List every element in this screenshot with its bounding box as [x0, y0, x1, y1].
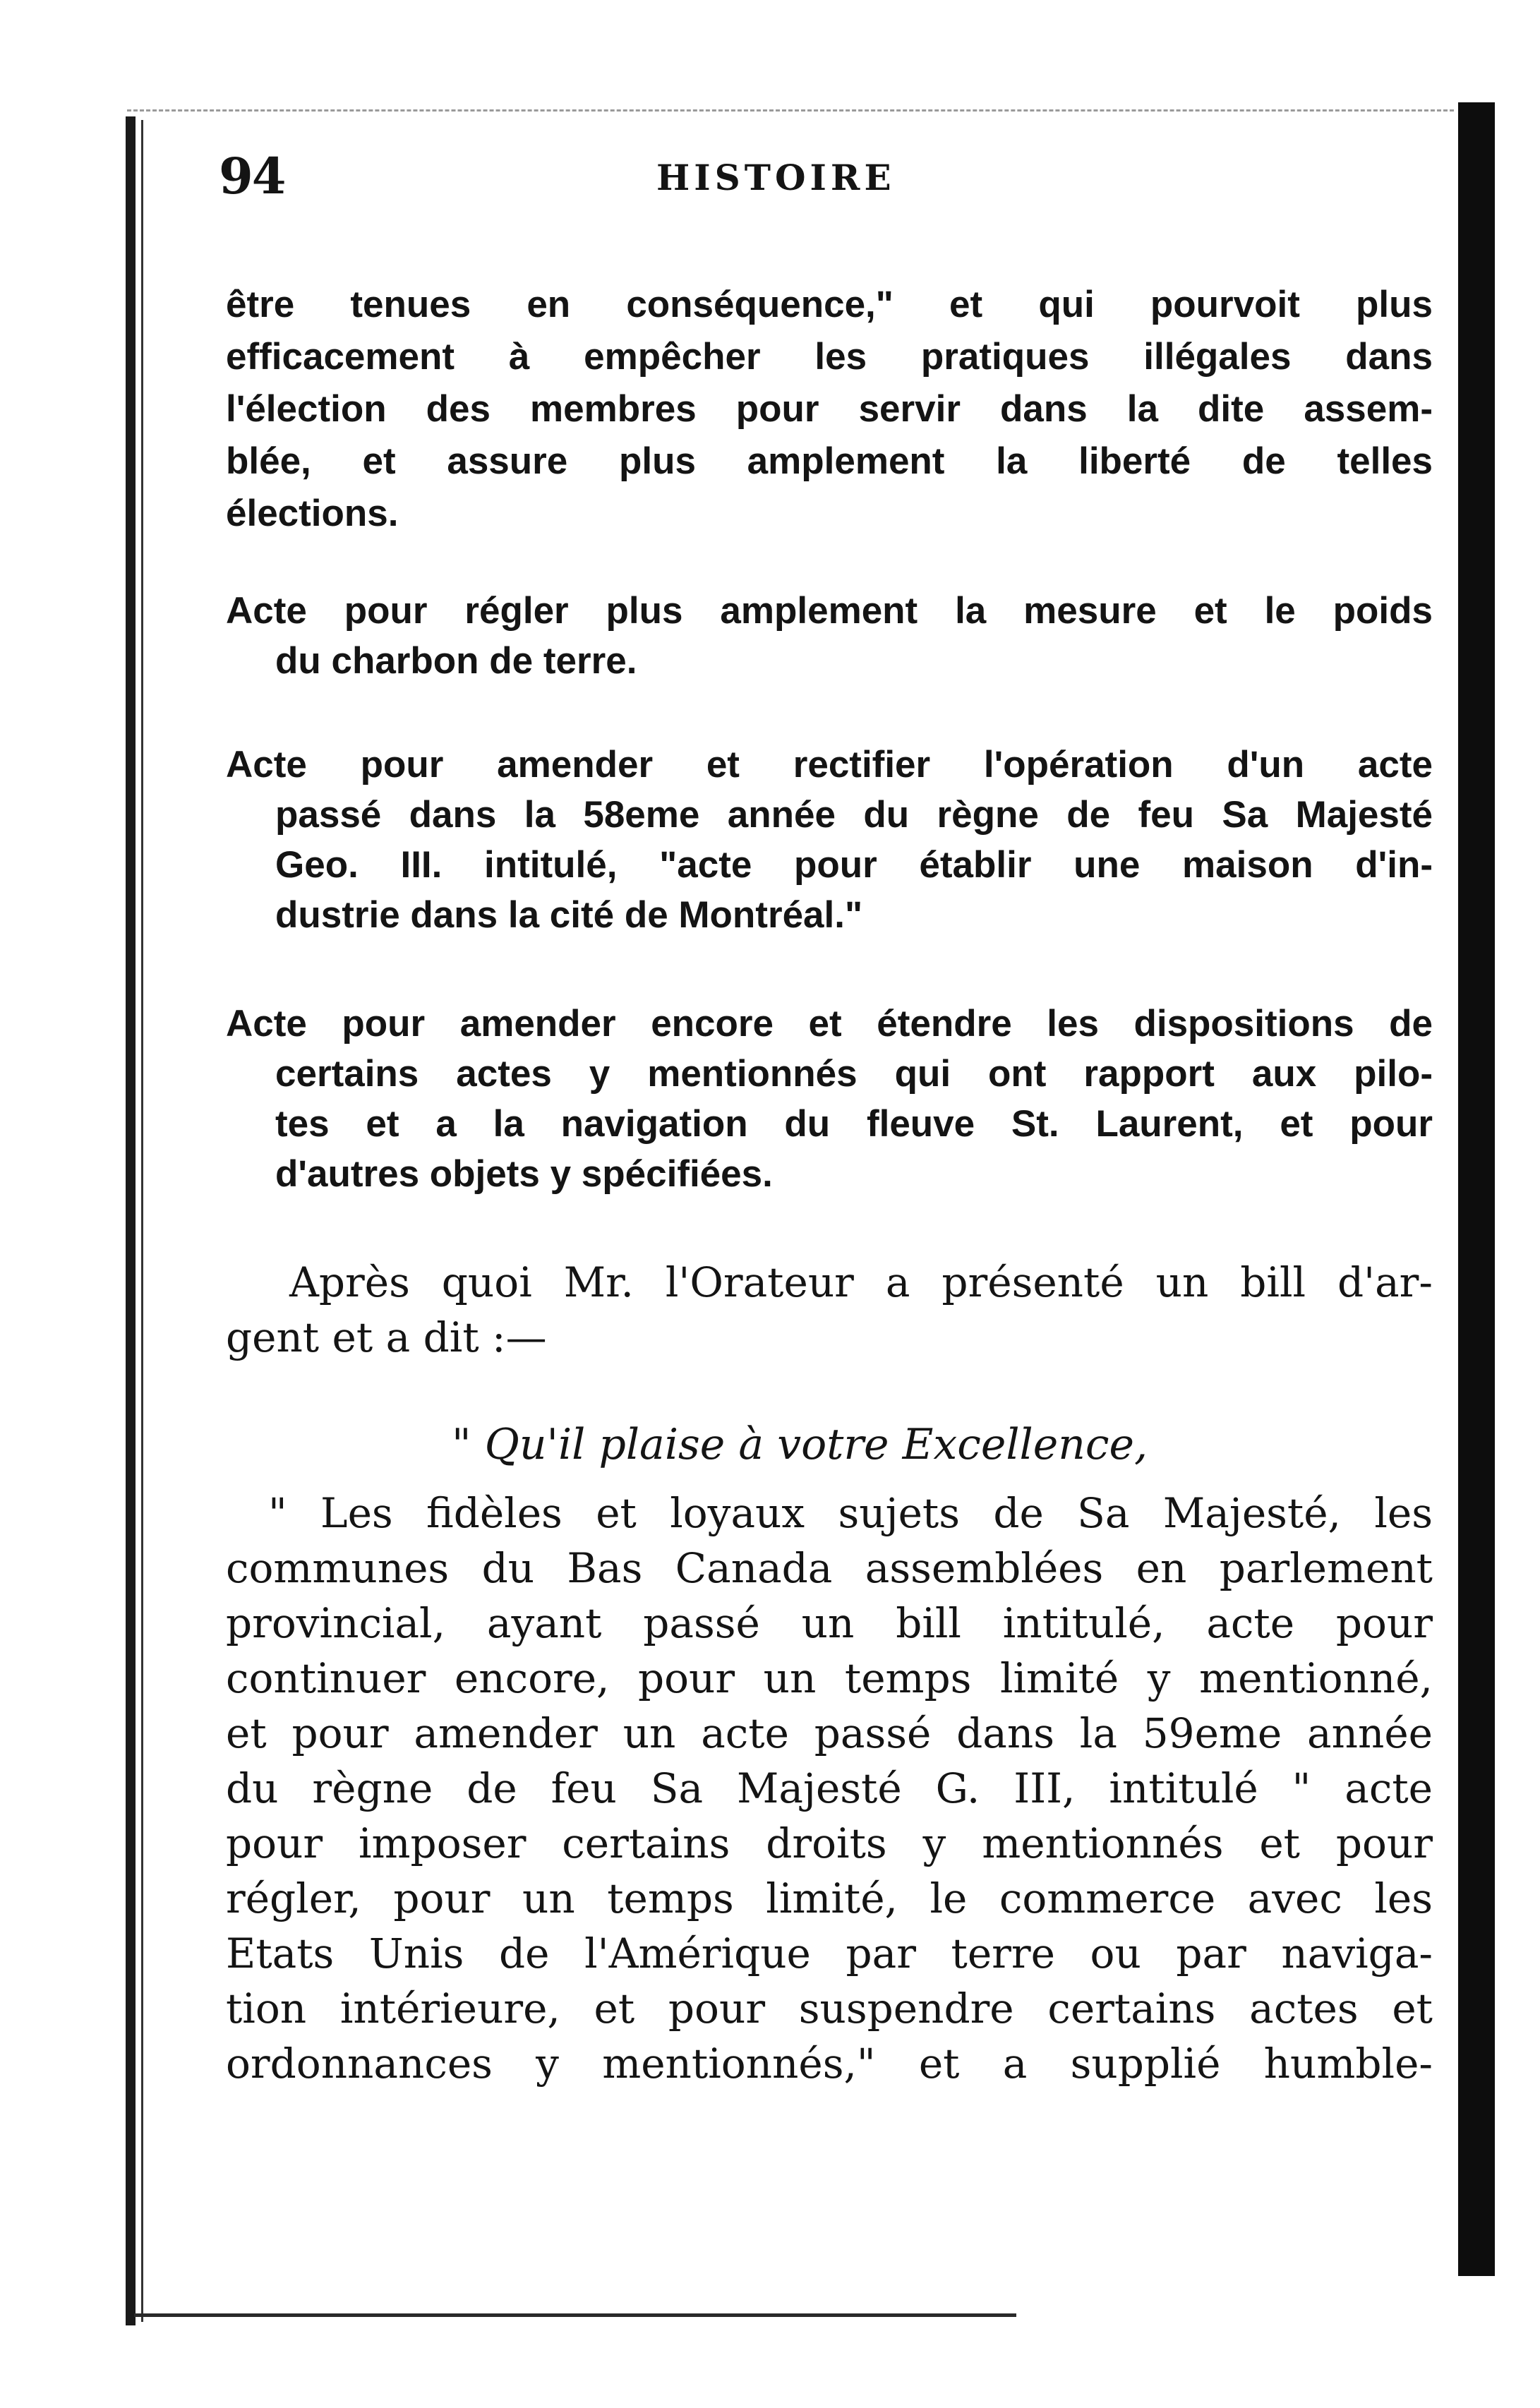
text-line: dustrie dans la cité de Montréal."	[275, 894, 863, 936]
right-border	[1458, 102, 1495, 2276]
text-line: régler, pour un temps limité, le commerce avec les	[226, 1874, 1433, 1922]
continuation-paragraph	[226, 279, 1433, 540]
text-line: pour imposer certains droits y mentionnés et pour	[226, 1819, 1433, 1867]
text-line: l'élection des membres pour servir dans la dite assem-	[226, 388, 1433, 430]
petition-paragraph	[226, 1486, 1433, 2091]
bottom-border	[134, 2313, 1016, 2317]
text-line: communes du Bas Canada assemblées en parlement	[226, 1544, 1433, 1592]
text-line: Acte pour amender encore et étendre les dispositions de	[226, 1003, 1433, 1045]
text-line: certains actes y mentionnés qui ont rapport aux pilo-	[275, 1053, 1433, 1095]
orateur-paragraph	[226, 1255, 1433, 1365]
text-line: du charbon de terre.	[275, 640, 637, 682]
text-line: " Les fidèles et loyaux sujets de Sa Majesté, les	[268, 1489, 1433, 1537]
text-line: Après quoi Mr. l'Orateur a présenté un bill d'ar-	[289, 1258, 1433, 1306]
act-entry-charbon	[226, 586, 1433, 686]
text-line: ordonnances y mentionnés," et a supplié humble-	[226, 2040, 1433, 2088]
act-entry-montreal	[226, 740, 1433, 940]
address-salutation: " Qu'il plaise à votre Excellence,	[452, 1420, 1148, 1469]
text-line: Acte pour régler plus amplement la mesure et le poids	[226, 590, 1433, 632]
top-border	[127, 109, 1454, 113]
text-line: blée, et assure plus amplement la liberté de telles	[226, 440, 1433, 482]
text-line: d'autres objets y spécifiées.	[275, 1153, 773, 1195]
left-border	[126, 116, 136, 2325]
text-line: élections.	[226, 493, 399, 534]
text-line: efficacement à empêcher les pratiques illégales dans	[226, 336, 1433, 378]
page-number: 94	[219, 147, 285, 205]
act-entry-pilotes	[226, 999, 1433, 1199]
page-header	[219, 147, 1419, 210]
text-line: et pour amender un acte passé dans la 59eme année	[226, 1709, 1433, 1757]
text-line: passé dans la 58eme année du règne de feu Sa Majesté	[275, 794, 1433, 836]
left-border-inner	[141, 120, 143, 2322]
text-line: être tenues en conséquence," et qui pourvoit plus	[226, 284, 1433, 325]
text-line: tes et a la navigation du fleuve St. Laurent, et pour	[275, 1103, 1433, 1145]
text-line: gent et a dit :—	[226, 1313, 547, 1361]
text-line: continuer encore, pour un temps limité y mentionné,	[226, 1654, 1433, 1702]
text-line: du règne de feu Sa Majesté G. III, intitulé " acte	[226, 1764, 1433, 1812]
text-line: tion intérieure, et pour suspendre certains actes et	[226, 1985, 1433, 2033]
text-line: Etats Unis de l'Amérique par terre ou par naviga-	[226, 1930, 1433, 1977]
text-line: provincial, ayant passé un bill intitulé, acte pour	[226, 1599, 1433, 1647]
text-line: Acte pour amender et rectifier l'opération d'un acte	[226, 744, 1433, 785]
text-line: Geo. III. intitulé, "acte pour établir une maison d'in-	[275, 844, 1433, 886]
running-head: HISTOIRE	[656, 157, 896, 198]
